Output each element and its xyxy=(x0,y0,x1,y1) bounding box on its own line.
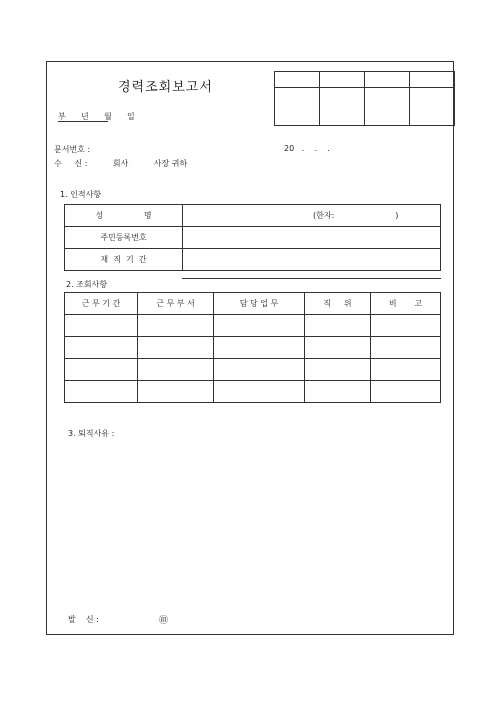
doc-number-label: 문서번호 : xyxy=(54,145,91,154)
table-row xyxy=(65,249,441,271)
approval-sign-cell[interactable] xyxy=(320,88,365,126)
table-cell[interactable] xyxy=(65,381,138,403)
table-row xyxy=(65,227,441,249)
tenure-value[interactable] xyxy=(183,249,441,271)
table-cell[interactable] xyxy=(305,337,371,359)
approval-sign-cell[interactable] xyxy=(275,88,320,126)
col-remarks: 비 고 xyxy=(371,293,441,315)
name-value[interactable]: (한자: ) xyxy=(183,205,441,227)
approval-header-cell[interactable] xyxy=(320,72,365,88)
resident-number-label: 주민등록번호 xyxy=(65,227,183,249)
inquiry-table xyxy=(64,292,441,403)
table-header-row xyxy=(65,293,441,315)
col-position: 직 위 xyxy=(305,293,371,315)
table-cell[interactable] xyxy=(214,337,305,359)
doc-date: 20 . . . xyxy=(284,144,330,153)
department-underline xyxy=(58,121,108,122)
section-divider xyxy=(182,278,441,279)
col-period: 근 무 기 간 xyxy=(65,293,138,315)
seal-mark: ㊞ xyxy=(159,616,169,626)
table-cell[interactable] xyxy=(138,337,214,359)
name-label: 성 명 xyxy=(65,205,183,227)
table-cell[interactable] xyxy=(305,381,371,403)
tenure-label: 재 직 기 간 xyxy=(65,249,183,271)
table-cell[interactable] xyxy=(214,315,305,337)
table-row xyxy=(65,315,441,337)
table-cell[interactable] xyxy=(65,315,138,337)
approval-header-cell[interactable] xyxy=(410,72,455,88)
section1-heading: 1. 인적사항 xyxy=(60,190,102,199)
table-cell[interactable] xyxy=(138,315,214,337)
table-row xyxy=(65,205,441,227)
table-cell[interactable] xyxy=(214,359,305,381)
resident-number-value[interactable] xyxy=(183,227,441,249)
table-cell[interactable] xyxy=(65,337,138,359)
table-cell[interactable] xyxy=(305,315,371,337)
table-row xyxy=(65,337,441,359)
approval-sign-cell[interactable] xyxy=(410,88,455,126)
form-title: 경력조회보고서 xyxy=(118,80,213,95)
department-date-line: 부 년 월 일 xyxy=(58,112,135,121)
col-department: 근 무 부 서 xyxy=(138,293,214,315)
table-row xyxy=(65,359,441,381)
sender-label: 발 신 : xyxy=(68,615,99,624)
section3-heading: 3. 퇴직사유 : xyxy=(68,429,115,438)
col-duty: 담 당 업 무 xyxy=(214,293,305,315)
table-row xyxy=(65,381,441,403)
table-cell[interactable] xyxy=(371,315,441,337)
table-cell[interactable] xyxy=(371,337,441,359)
approval-sign-cell[interactable] xyxy=(365,88,410,126)
recipient-line: 수 신 : 회사 사장 귀하 xyxy=(54,159,188,168)
table-cell[interactable] xyxy=(305,359,371,381)
table-cell[interactable] xyxy=(138,381,214,403)
table-cell[interactable] xyxy=(65,359,138,381)
table-cell[interactable] xyxy=(371,381,441,403)
approval-box xyxy=(274,71,455,126)
section2-heading: 2. 조회사항 xyxy=(66,280,108,289)
table-cell[interactable] xyxy=(214,381,305,403)
table-cell[interactable] xyxy=(371,359,441,381)
approval-header-cell[interactable] xyxy=(365,72,410,88)
personal-info-table xyxy=(64,204,441,271)
table-cell[interactable] xyxy=(138,359,214,381)
approval-header-cell[interactable] xyxy=(275,72,320,88)
